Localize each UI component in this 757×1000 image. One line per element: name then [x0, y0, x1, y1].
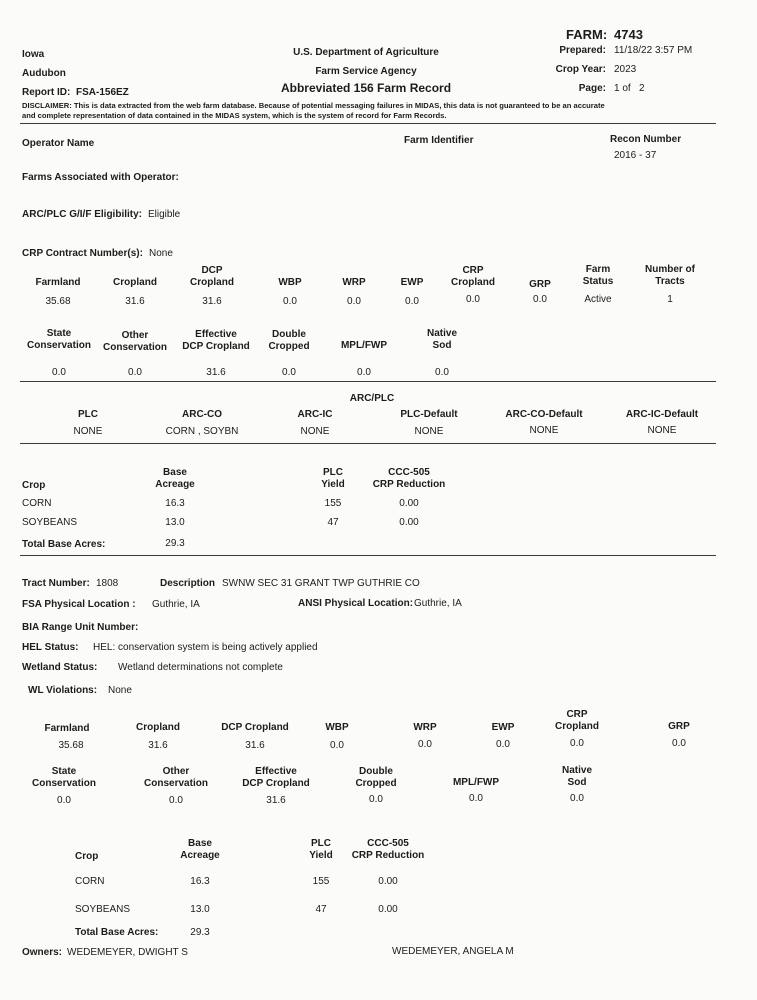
hdr-farmland: Farmland [35, 277, 81, 288]
hdr-mpl-fwp: MPL/FWP [340, 340, 388, 351]
arc-plc-divider [20, 443, 716, 444]
hdr-cropland: Cropland [113, 277, 157, 288]
tract-hdr-crop: Crop [75, 851, 99, 862]
tract-hdr-ccc505: CCC-505 CRP Reduction [351, 838, 425, 861]
tract-crop-plc-yield: 47 [315, 904, 327, 915]
hdr-arc-co-default: ARC-CO-Default [505, 409, 583, 420]
hdr-plc-yield: PLC Yield [321, 467, 345, 490]
val-ewp: 0.0 [405, 296, 419, 307]
tract-val-native-sod: 0.0 [570, 793, 584, 804]
tract-hdr-cropland: Cropland [136, 722, 180, 733]
total-base-acres-value: 29.3 [165, 538, 185, 549]
hel-status-value: HEL: conservation system is being actively applied [93, 642, 318, 653]
val-double-cropped: 0.0 [282, 367, 296, 378]
tract-crop-crp-reduction: 0.00 [378, 876, 398, 887]
val-plc: NONE [73, 426, 103, 437]
tract-val-mpl-fwp: 0.0 [469, 793, 483, 804]
farm-number: 4743 [614, 27, 643, 42]
val-mpl-fwp: 0.0 [357, 367, 371, 378]
hdr-grp: GRP [529, 279, 551, 290]
crop-base-acreage: 16.3 [165, 498, 185, 509]
tract-crop-crp-reduction: 0.00 [378, 904, 398, 915]
wl-violations-value: None [108, 685, 132, 696]
farm-land-divider [20, 381, 716, 382]
tract-val-dcp-cropland: 31.6 [245, 740, 265, 751]
tract-hdr-mpl-fwp: MPL/FWP [452, 777, 500, 788]
crop-plc-yield: 155 [324, 498, 342, 509]
tract-number-value: 1808 [96, 578, 119, 589]
val-native-sod: 0.0 [435, 367, 449, 378]
tract-hdr-native-sod: Native Sod [561, 765, 592, 788]
tract-total-base-acres-value: 29.3 [190, 927, 210, 938]
val-arc-co: CORN , SOYBN [165, 426, 239, 437]
crp-contract-label: CRP Contract Number(s): [22, 248, 143, 259]
crops-divider [20, 555, 716, 556]
arc-eligibility-label: ARC/PLC G/I/F Eligibility: [22, 209, 142, 220]
tract-val-wbp: 0.0 [330, 740, 344, 751]
tract-number-label: Tract Number: [22, 578, 90, 589]
hel-status-label: HEL Status: [22, 642, 79, 653]
tract-val-grp: 0.0 [672, 738, 686, 749]
val-farmland: 35.68 [45, 296, 71, 307]
owner-2: WEDEMEYER, ANGELA M [392, 946, 514, 957]
tract-total-base-acres-label: Total Base Acres: [75, 927, 159, 938]
tract-hdr-plc-yield: PLC Yield [309, 838, 333, 861]
tract-hdr-effective-dcp-cropland: Effective DCP Cropland [242, 766, 310, 789]
crop-name: CORN [22, 498, 52, 509]
crop-year-value: 2023 [614, 64, 637, 75]
wetland-status-label: Wetland Status: [22, 662, 98, 673]
val-cropland: 31.6 [125, 296, 145, 307]
hdr-arc-co: ARC-CO [182, 409, 222, 420]
tract-val-state-conservation: 0.0 [57, 795, 71, 806]
val-wbp: 0.0 [283, 296, 297, 307]
val-effective-dcp-cropland: 31.6 [206, 367, 226, 378]
hdr-state-conservation: State Conservation [27, 328, 91, 351]
val-wrp: 0.0 [347, 296, 361, 307]
recon-number-label: Recon Number [610, 134, 682, 145]
page-value: 1 of 2 [614, 83, 645, 94]
val-crp-cropland: 0.0 [466, 294, 480, 305]
operator-name-label: Operator Name [22, 138, 95, 149]
disclaimer-line1: DISCLAIMER: This is data extracted from the web farm database. Because of potential messaging failures in MIDAS, this data is not guaranteed to be an accurate [22, 101, 605, 110]
hdr-arc-ic: ARC-IC [297, 409, 333, 420]
val-grp: 0.0 [533, 294, 547, 305]
val-plc-default: NONE [414, 426, 444, 437]
tract-val-cropland: 31.6 [148, 740, 168, 751]
hdr-crp-cropland: CRP Cropland [451, 265, 495, 288]
tract-crop-name: CORN [75, 876, 105, 887]
tract-hdr-crp-cropland: CRP Cropland [555, 709, 599, 732]
val-other-conservation: 0.0 [128, 367, 142, 378]
crp-contract-value: None [149, 248, 173, 259]
hdr-plc-default: PLC-Default [400, 409, 458, 420]
tract-hdr-base-acreage: Base Acreage [180, 838, 220, 861]
hdr-wbp: WBP [278, 277, 302, 288]
crop-crp-reduction: 0.00 [399, 517, 419, 528]
tract-crop-plc-yield: 155 [312, 876, 330, 887]
tract-crop-name: SOYBEANS [75, 904, 131, 915]
val-state-conservation: 0.0 [52, 367, 66, 378]
tract-hdr-state-conservation: State Conservation [32, 766, 96, 789]
crop-year-label: Crop Year: [555, 64, 606, 75]
tract-val-effective-dcp-cropland: 31.6 [266, 795, 286, 806]
hdr-dcp-cropland: DCP Cropland [190, 265, 234, 288]
fsa-location-value: Guthrie, IA [152, 599, 200, 610]
val-arc-ic-default: NONE [647, 425, 677, 436]
tract-hdr-other-conservation: Other Conservation [144, 766, 208, 789]
crop-base-acreage: 13.0 [165, 517, 185, 528]
hdr-number-of-tracts: Number of Tracts [645, 264, 695, 287]
description-value: SWNW SEC 31 GRANT TWP GUTHRIE CO [222, 578, 420, 589]
agency-line2: Farm Service Agency [315, 66, 417, 77]
fsa-location-label: FSA Physical Location : [22, 599, 136, 610]
hdr-plc: PLC [78, 409, 98, 420]
hdr-ewp: EWP [400, 277, 424, 288]
val-arc-ic: NONE [300, 426, 330, 437]
total-base-acres-label: Total Base Acres: [22, 539, 106, 550]
hdr-other-conservation: Other Conservation [103, 330, 167, 353]
tract-val-other-conservation: 0.0 [169, 795, 183, 806]
tract-crop-base-acreage: 16.3 [190, 876, 210, 887]
hdr-double-cropped: Double Cropped [268, 329, 310, 352]
val-arc-co-default: NONE [529, 425, 559, 436]
tract-crop-base-acreage: 13.0 [190, 904, 210, 915]
tract-val-double-cropped: 0.0 [369, 794, 383, 805]
county-name: Audubon [22, 68, 66, 79]
tract-hdr-double-cropped: Double Cropped [355, 766, 397, 789]
document-title: Abbreviated 156 Farm Record [280, 81, 452, 95]
report-id-value: FSA-156EZ [76, 87, 129, 98]
tract-val-crp-cropland: 0.0 [570, 738, 584, 749]
hdr-arc-ic-default: ARC-IC-Default [625, 409, 699, 420]
crop-plc-yield: 47 [327, 517, 339, 528]
recon-number-value: 2016 - 37 [614, 150, 657, 161]
ansi-location-label: ANSI Physical Location: [298, 598, 414, 609]
crop-name: SOYBEANS [22, 517, 78, 528]
hdr-farm-status: Farm Status [582, 264, 614, 287]
arc-plc-title: ARC/PLC [349, 393, 395, 404]
page-label: Page: [578, 83, 606, 94]
tract-hdr-ewp: EWP [491, 722, 515, 733]
disclaimer-line2: and complete representation of data contained in the MIDAS system, which is the system of record for Farm Records. [22, 111, 447, 120]
arc-eligibility-value: Eligible [148, 209, 181, 220]
wetland-status-value: Wetland determinations not complete [118, 662, 283, 673]
hdr-wrp: WRP [342, 277, 366, 288]
val-farm-status: Active [584, 294, 612, 305]
owner-1: WEDEMEYER, DWIGHT S [67, 947, 188, 958]
tract-val-farmland: 35.68 [58, 740, 84, 751]
agency-line1: U.S. Department of Agriculture [293, 47, 439, 58]
header-divider [20, 123, 716, 124]
hdr-ccc505: CCC-505 CRP Reduction [372, 467, 446, 490]
hdr-base-acreage: Base Acreage [155, 467, 195, 490]
tract-val-wrp: 0.0 [418, 739, 432, 750]
state-name: Iowa [22, 49, 45, 60]
tract-val-ewp: 0.0 [496, 739, 510, 750]
tract-hdr-farmland: Farmland [44, 723, 90, 734]
val-dcp-cropland: 31.6 [202, 296, 222, 307]
prepared-label: Prepared: [559, 45, 606, 56]
wl-violations-label: WL Violations: [28, 685, 98, 696]
report-id-label: Report ID: [22, 87, 71, 98]
val-number-of-tracts: 1 [667, 294, 673, 305]
tract-hdr-dcp-cropland: DCP Cropland [221, 722, 289, 733]
owners-label: Owners: [22, 947, 63, 958]
prepared-value: 11/18/22 3:57 PM [614, 45, 693, 56]
hdr-native-sod: Native Sod [426, 328, 457, 351]
crop-crp-reduction: 0.00 [399, 498, 419, 509]
tract-hdr-wrp: WRP [413, 722, 437, 733]
farm-identifier-label: Farm Identifier [404, 135, 474, 146]
tract-hdr-wbp: WBP [325, 722, 349, 733]
farm-label: FARM: [566, 27, 608, 42]
ansi-location-value: Guthrie, IA [414, 598, 462, 609]
hdr-effective-dcp-cropland: Effective DCP Cropland [182, 329, 250, 352]
tract-hdr-grp: GRP [668, 721, 690, 732]
bia-range-label: BIA Range Unit Number: [22, 622, 139, 633]
farms-associated-label: Farms Associated with Operator: [22, 172, 179, 183]
description-label: Description [160, 578, 216, 589]
hdr-crop: Crop [22, 480, 46, 491]
